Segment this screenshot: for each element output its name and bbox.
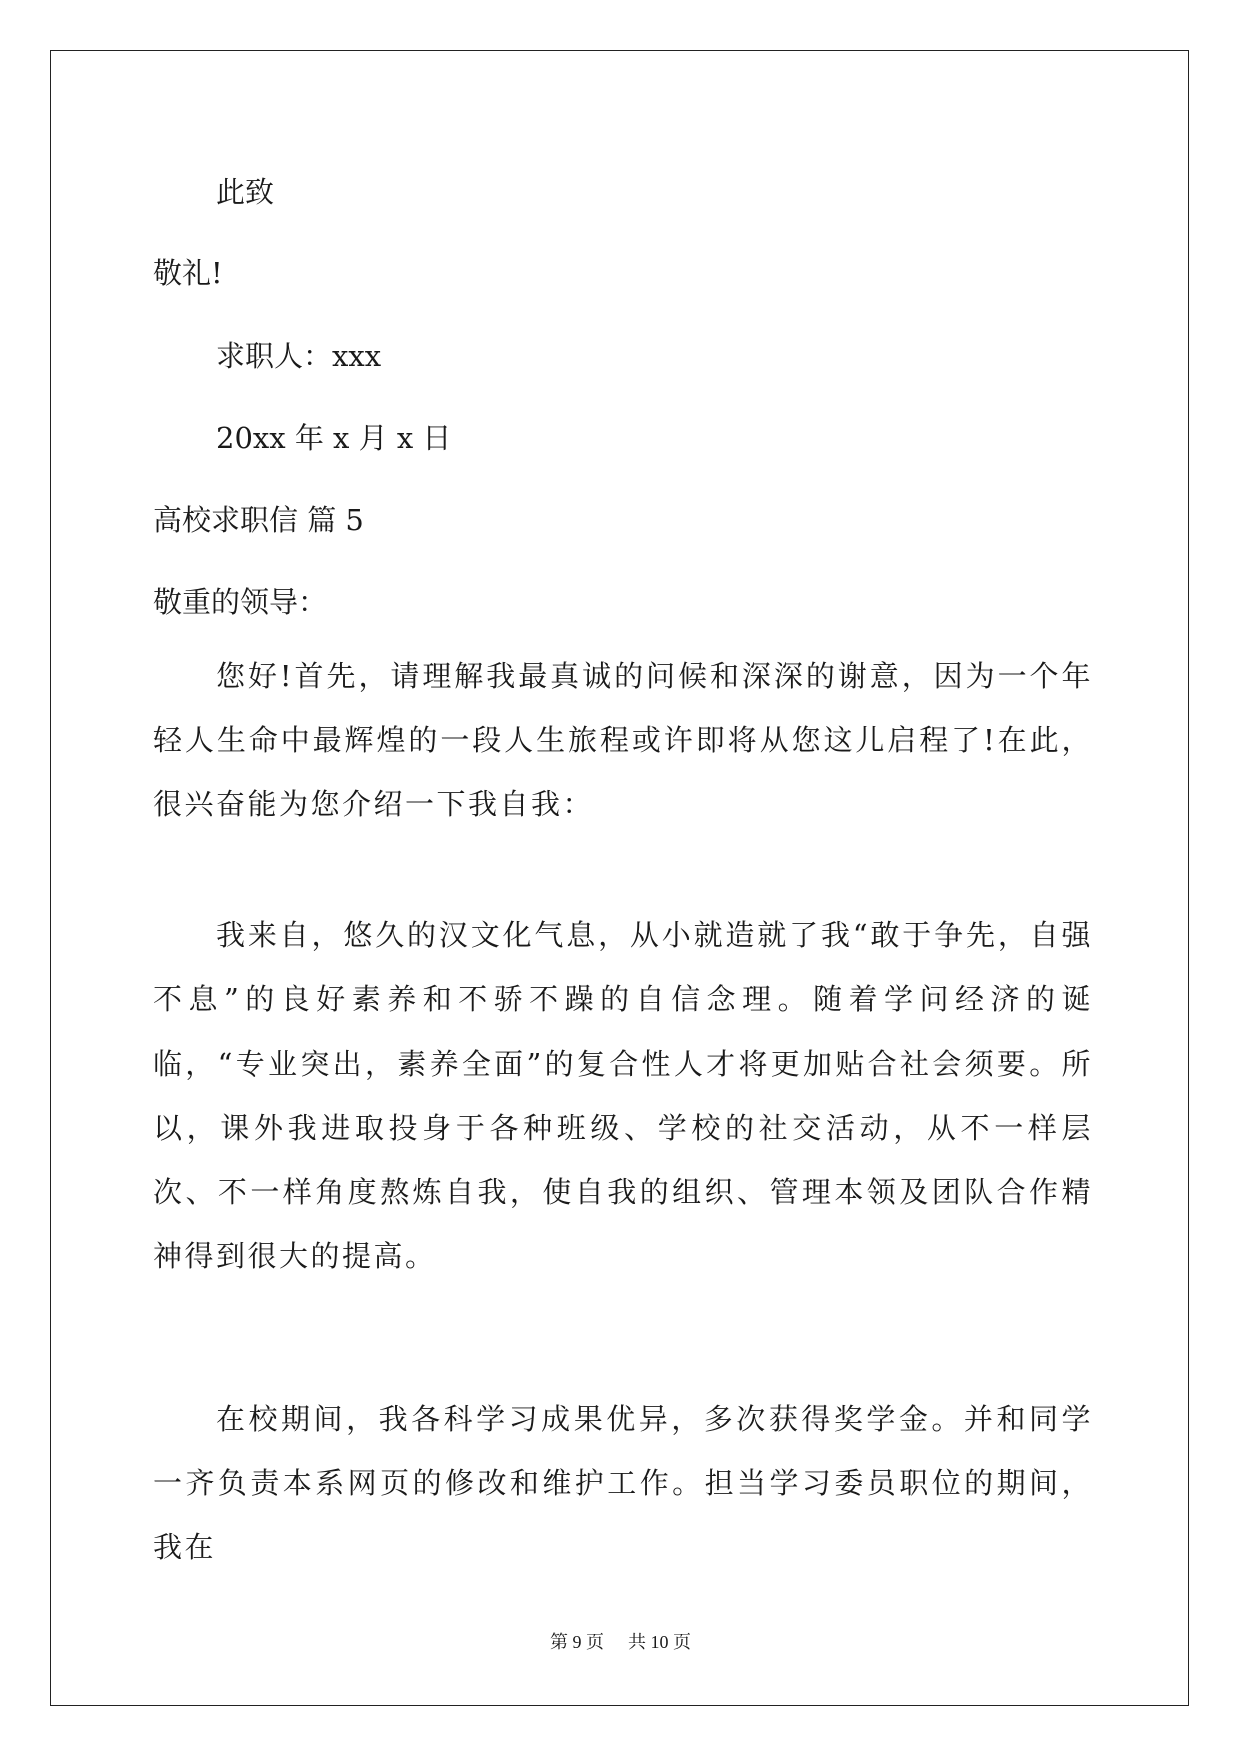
page-number: 第 9 页 [550,1632,604,1652]
salutation: 敬重的领导： [153,585,328,619]
page-total: 共 10 页 [628,1632,691,1652]
body-paragraph-1: 您好!首先，请理解我最真诚的问候和深深的谢意，因为一个年轻人生命中最辉煌的一段人生旅程或许即将从您这儿启程了!在此，很兴奋能为您介绍一下我自我： [153,659,1093,821]
signature-line: 求职人：xxx [216,339,382,373]
body-paragraph-3: 在校期间，我各科学习成果优异，多次获得奖学金。并和同学一齐负责本系网页的修改和维护工作。担当学习委员职位的期间，我在 [153,1402,1093,1564]
section-title: 高校求职信 篇 5 [153,503,364,537]
page-footer [0,1630,1241,1654]
closing-line-1: 此致 [216,175,275,209]
date-line: 20xx 年 x 月 x 日 [216,421,452,455]
body-paragraph-2: 我来自，悠久的汉文化气息，从小就造就了我“敢于争先，自强不息”的良好素养和不骄不躁的自信念理。随着学问经济的诞临，“专业突出，素养全面”的复合性人才将更加贴合社会须要。所以，课外我进取投身于各种班级、学校的社交活动，从不一样层次、不一样角度熬炼自我，使自我的组织、管理本领及团队合作精神得到很大的提高。 [153,918,1093,1274]
closing-line-2: 敬礼! [153,256,223,290]
